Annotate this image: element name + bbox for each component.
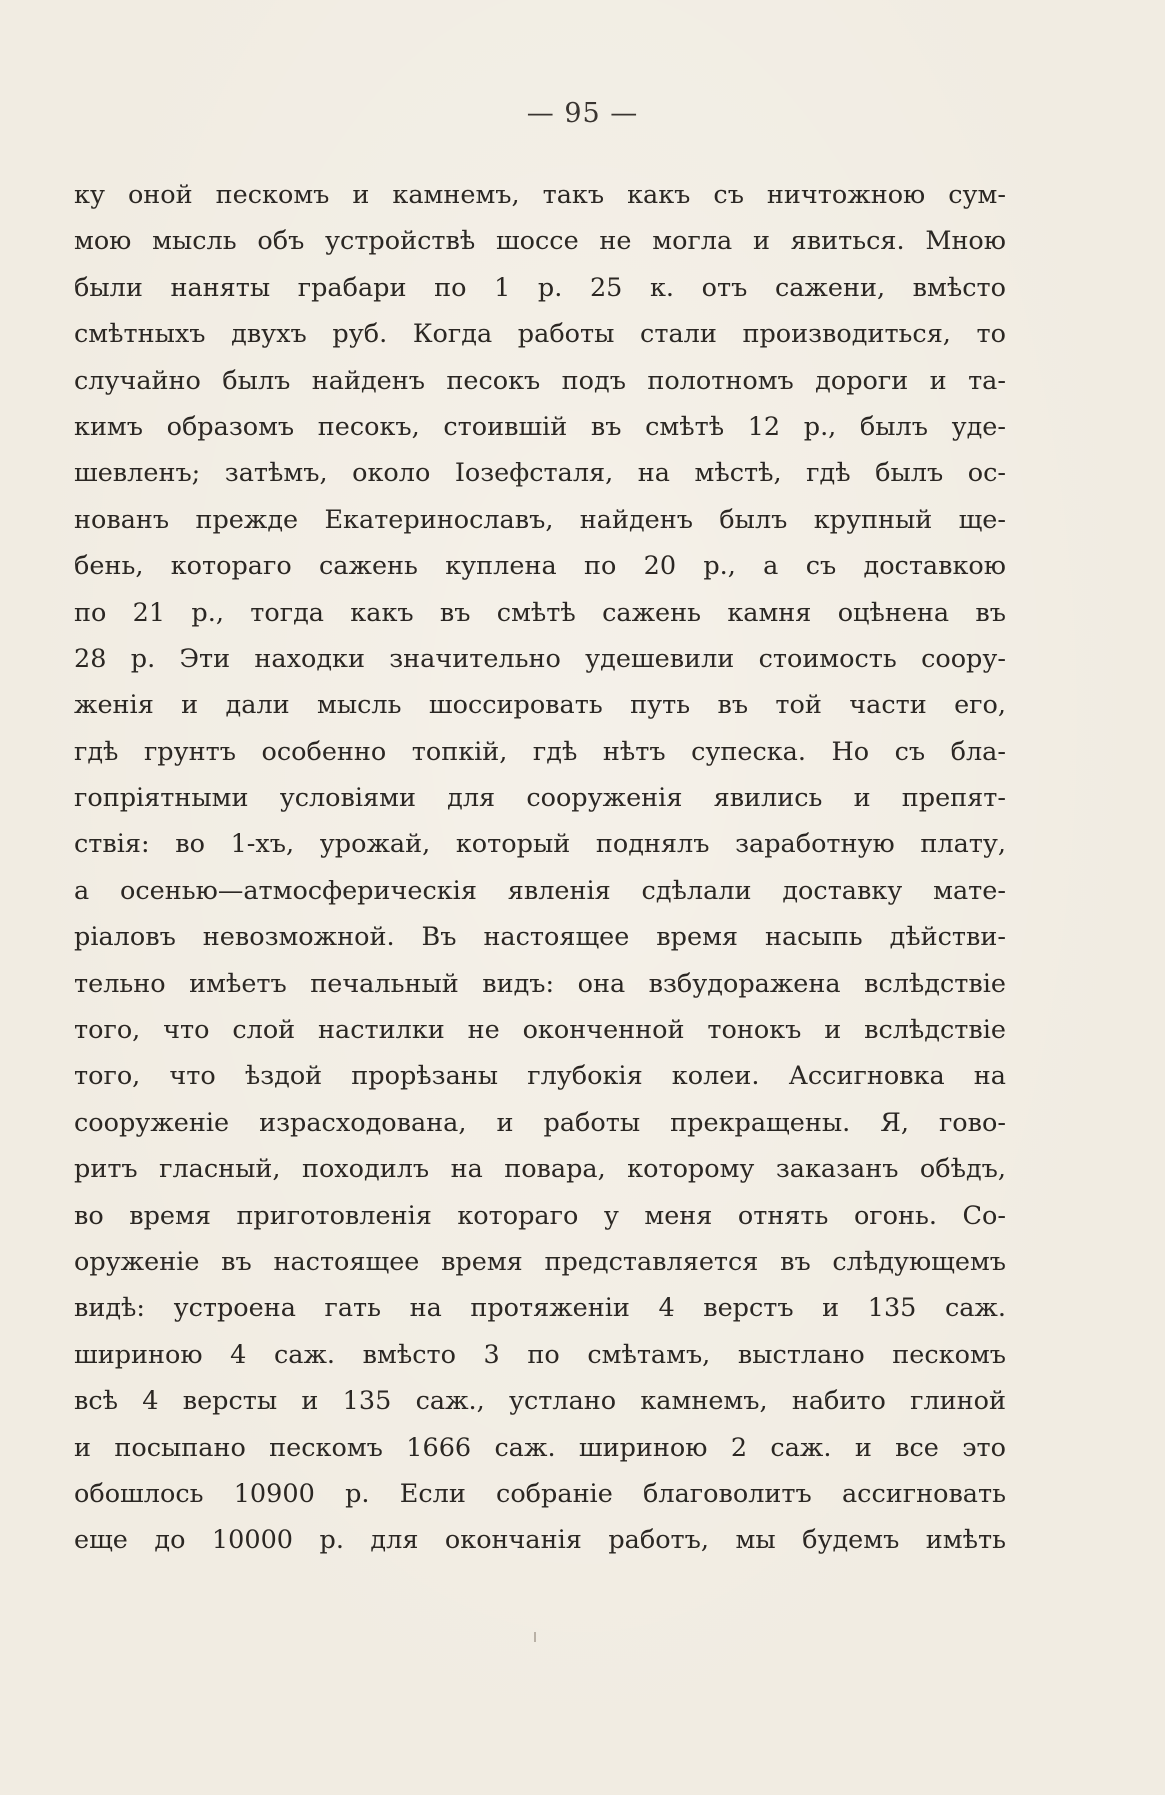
text-line: шевленъ; затѣмъ, около Іозефсталя, на мѣстѣ, гдѣ былъ ос- [74, 458, 1006, 489]
text-line: того, что ѣздой прорѣзаны глубокія колеи. Ассигновка на [74, 1061, 1006, 1092]
body-text [74, 172, 1006, 1564]
text-line: ріаловъ невозможной. Въ настоящее время насыпь дѣйстви- [74, 922, 1006, 953]
text-line: ствія: во 1-хъ, урожай, который поднялъ заработную плату, [74, 829, 1006, 860]
text-line: шириною 4 саж. вмѣсто 3 по смѣтамъ, выстлано пескомъ [74, 1339, 1006, 1370]
text-line: видѣ: устроена гать на протяженіи 4 верстъ и 135 саж. [74, 1293, 1006, 1324]
text-line: бень, котораго сажень куплена по 20 р., а съ доставкою [74, 551, 1006, 582]
text-line: того, что слой настилки не оконченной тонокъ и вслѣдствіе [74, 1015, 1006, 1046]
text-line: мою мысль объ устройствѣ шоссе не могла и явиться. Мною [74, 226, 1006, 257]
text-line: обошлось 10900 р. Если собраніе благоволитъ ассигновать [74, 1478, 1006, 1509]
print-mark [534, 1632, 536, 1642]
text-line: смѣтныхъ двухъ руб. Когда работы стали производиться, то [74, 319, 1006, 350]
text-line: женія и дали мысль шоссировать путь въ той части его, [74, 690, 1006, 721]
text-line: еще до 10000 р. для окончанія работъ, мы будемъ имѣть [74, 1525, 1006, 1556]
text-line: и посыпано пескомъ 1666 саж. шириною 2 саж. и все это [74, 1432, 1006, 1463]
page-number: — 95 — [526, 98, 639, 129]
text-line: гдѣ грунтъ особенно топкій, гдѣ нѣтъ супеска. Но съ бла- [74, 736, 1006, 767]
text-line: гопріятными условіями для сооруженія явились и препят- [74, 783, 1006, 814]
text-line: во время приготовленія котораго у меня отнять огонь. Со- [74, 1200, 1006, 1231]
text-line: оруженіе въ настоящее время представляется въ слѣдующемъ [74, 1246, 1006, 1277]
text-line: кимъ образомъ песокъ, стоившій въ смѣтѣ 12 р., былъ уде- [74, 411, 1006, 442]
text-line: тельно имѣетъ печальный видъ: она взбудоражена вслѣдствіе [74, 968, 1006, 999]
text-line: нованъ прежде Екатеринославъ, найденъ былъ крупный ще- [74, 504, 1006, 535]
text-line: ритъ гласный, походилъ на повара, которому заказанъ обѣдъ, [74, 1154, 1006, 1185]
text-line: случайно былъ найденъ песокъ подъ полотномъ дороги и та- [74, 365, 1006, 396]
text-line: 28 р. Эти находки значительно удешевили стоимость соору- [74, 643, 1006, 674]
text-line: всѣ 4 версты и 135 саж., устлано камнемъ, набито глиной [74, 1386, 1006, 1417]
text-line: сооруженіе израсходована, и работы прекращены. Я, гово- [74, 1107, 1006, 1138]
text-line: ку оной пескомъ и камнемъ, такъ какъ съ ничтожною сум- [74, 180, 1006, 210]
text-line: были наняты грабари по 1 р. 25 к. отъ сажени, вмѣсто [74, 272, 1006, 303]
text-line: по 21 р., тогда какъ въ смѣтѣ сажень камня оцѣнена въ [74, 597, 1006, 628]
text-line: а осенью—атмосферическія явленія сдѣлали доставку мате- [74, 875, 1006, 906]
